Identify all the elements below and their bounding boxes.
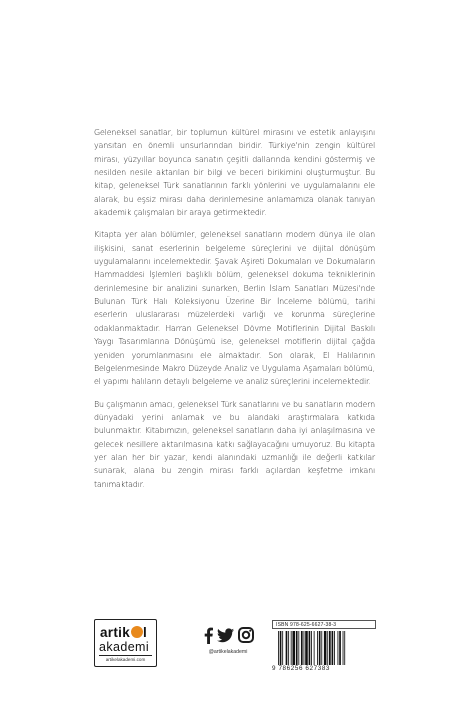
logo-divider (99, 655, 152, 656)
isbn-label: ISBN 978-625-6627-38-3 (272, 620, 376, 629)
barcode-digits: 9 786256 627383 (272, 665, 331, 672)
social-handle: @artikelakademi (208, 649, 248, 655)
back-cover-text (94, 126, 375, 500)
logo-word-akademi: akademi (99, 640, 150, 654)
twitter-icon[interactable] (217, 628, 234, 647)
paragraph-2: Kitapta yer alan bölümler, geleneksel sanatların modern dünya ile olan ilişkisini, sanat eserlerinin belgeleme süreçlerini ve dijital dönüşüm uygulamalarını incelemektedir. Şavak Aşireti Dokumaları ve Dokumaların Hammaddesi İşlemleri başlıklı bölüm, geleneksel dokuma tekniklerinin derinlemesine bir analizini sunarken, Berlin İslam Sanatları Müzesi'nde Bulunan Türk Halı Koleksiyonu Üzerine Bir İnceleme bölümü, tarihi eserlerin uluslararası müzelerdeki varlığı ve korunma süreçlerine odaklanmaktadır. Harran Geleneksel Dövme Motiflerinin Dijital Baskılı Yaygı Tasarımlarına Dönüşümü ise, geleneksel motiflerin dijital çağda yeniden yorumlanmasını ele almaktadır. Son olarak, El Halılarının Belgelenmesinde Makro Düzeyde Analiz ve Uygulama Aşamaları bölümü, el yapımı halıların detaylı belgeleme ve analiz süreçlerini incelemektedir. (94, 230, 375, 387)
isbn-block (272, 620, 376, 672)
publisher-logo (94, 619, 157, 667)
social-links (198, 627, 258, 667)
instagram-icon[interactable] (238, 627, 254, 647)
paragraph-1: Geleneksel sanatlar, bir toplumun kültürel mirasını ve estetik anlayışını yansıtan en önemli unsurlarından biridir. Türkiye'nin zengin kültürel mirası, yüzyıllar boyunca sanatın çeşitli dallarında kendini göstermiş ve nesilden nesile aktarılan bir bilgi ve beceri birikimini oluşturmuştur. Bu kitap, geleneksel Türk sanatlarının farklı yönlerini ve uygulamalarını ele alarak, bu eşsiz mirası daha derinlemesine anlamamıza olanak tanıyan akademik çalışmaları bir araya getirmektedir. (94, 128, 375, 218)
barcode (278, 631, 374, 665)
facebook-icon[interactable] (203, 627, 214, 648)
paragraph-3: Bu çalışmanın amacı, geleneksel Türk sanatlarını ve bu sanatların modern dünyadaki yerini anlamak ve bu alandaki araştırmalara katkıda bulunmaktır. Kitabımızın, geleneksel sanatların daha iyi anlaşılmasına ve gelecek nesillere aktarılmasına katkı sağlayacağını umuyoruz. Bu kitapta yer alan her bir yazar, kendi alanındaki uzmanlığı ile değerli katkılar sunarak, alana bu zengin mirası farklı açılardan keşfetme imkanı tanımaktadır. (94, 399, 375, 489)
footer (94, 619, 384, 679)
logo-word-artikel: artik l (100, 625, 148, 640)
publisher-url: artikelakademi.com (105, 657, 146, 662)
logo-orange-dot (131, 626, 143, 638)
